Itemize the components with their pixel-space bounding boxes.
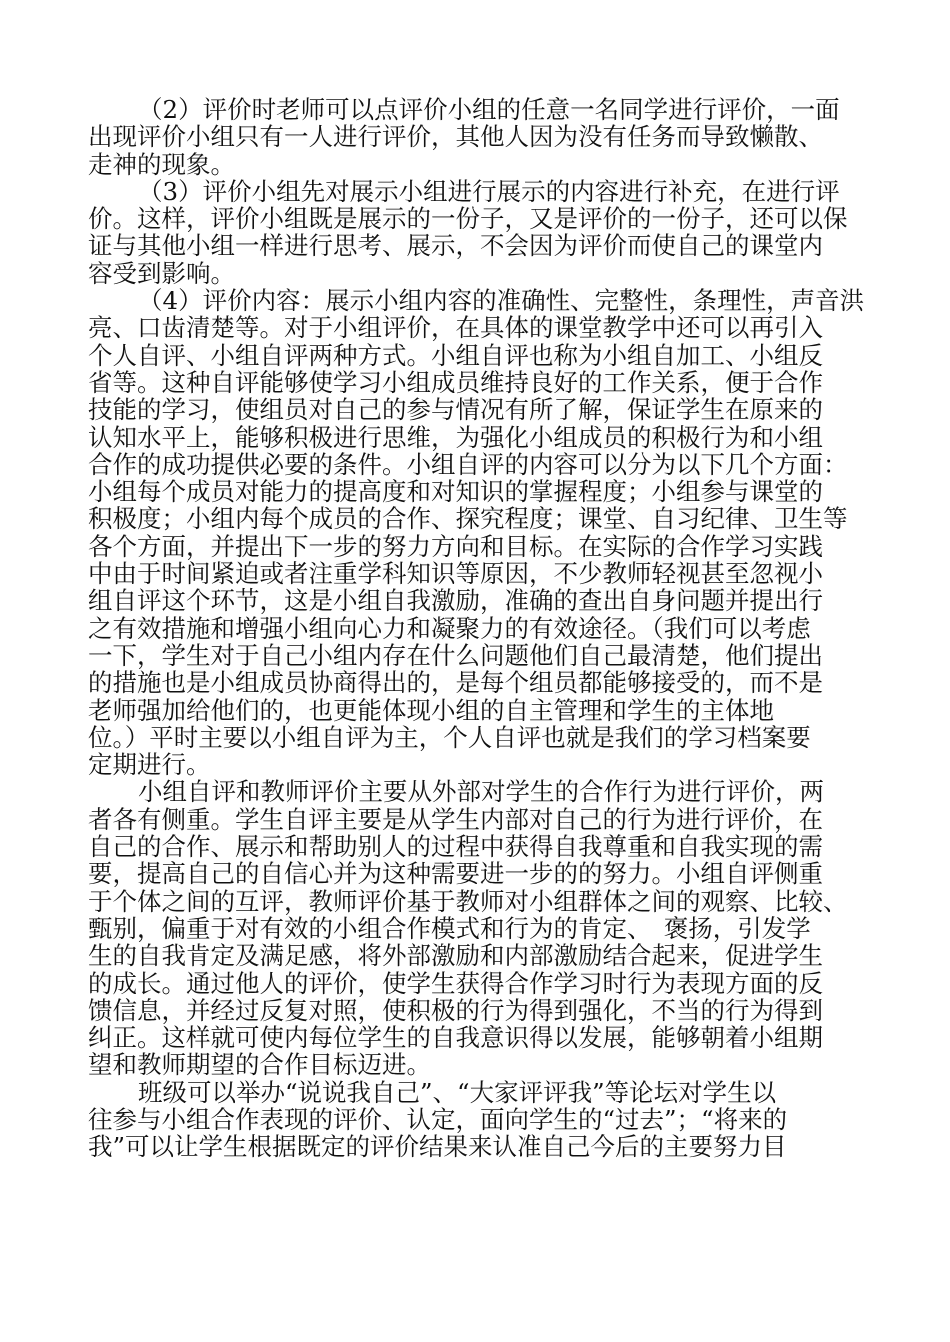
paragraph-5-line-8: 的成长。通过他人的评价，使学生获得合作学习时行为表现方面的反: [88, 968, 823, 998]
paragraph-5-line-4: 要，提高自己的自信心并为这种需要进一步的的努力。小组自评侧重: [88, 859, 823, 889]
paragraph-5-line-5: 于个体之间的互评，教师评价基于教师对小组群体之间的观察、比较、: [88, 886, 848, 916]
paragraph-6-line-3: 我”可以让学生根据既定的评价结果来认准自己今后的主要努力目: [88, 1132, 787, 1162]
paragraph-4-line-5: 技能的学习，使组员对自己的参与情况有所了解，保证学生在原来的: [88, 395, 823, 425]
paragraph-5-line-11: 望和教师期望的合作目标迈进。: [88, 1050, 431, 1080]
paragraph-5-line-7: 生的自我肯定及满足感，将外部激励和内部激励结合起来，促进学生: [88, 941, 823, 971]
paragraph-4-line-3: 个人自评、小组自评两种方式。小组自评也称为小组自加工、小组反: [88, 340, 823, 370]
paragraph-5-line-2: 者各有侧重。学生自评主要是从学生内部对自己的行为进行评价，在: [88, 804, 823, 834]
paragraph-4-line-12: 组自评这个环节，这是小组自我激励，准确的查出自身问题并提出行: [88, 586, 823, 616]
paragraph-4-line-10: 各个方面，并提出下一步的努力方向和目标。在实际的合作学习实践: [88, 531, 823, 561]
paragraph-3-line-3: 证与其他小组一样进行思考、展示，不会因为评价而使自己的课堂内: [88, 231, 823, 261]
document-body: [88, 96, 864, 1161]
paragraph-4-line-15: 的措施也是小组成员协商得出的，是每个组员都能够接受的，而不是: [88, 668, 823, 698]
paragraph-5-line-3: 自己的合作、展示和帮助别人的过程中获得自我尊重和自我实现的需: [88, 832, 823, 862]
paragraph-4-line-8: 小组每个成员对能力的提高度和对知识的掌握程度；小组参与课堂的: [88, 477, 823, 507]
paragraph-4-line-18: 定期进行。: [88, 750, 211, 780]
paragraph-4-line-4: 省等。这种自评能够使学习小组成员维持良好的工作关系，便于合作: [88, 367, 823, 397]
paragraph-4-line-2: 亮、口齿清楚等。对于小组评价，在具体的课堂教学中还可以再引入: [88, 313, 823, 343]
paragraph-6-line-1: 班级可以举办“说说我自己”、“大家评评我”等论坛对学生以: [138, 1077, 777, 1107]
paragraph-3-line-2: 价。这样，评价小组既是展示的一份子，又是评价的一份子，还可以保: [88, 204, 848, 234]
paragraph-4-line-13: 之有效措施和增强小组向心力和凝聚力的有效途径。（我们可以考虑: [88, 613, 811, 643]
paragraph-3-line-4: 容受到影响。: [88, 258, 235, 288]
paragraph-4-line-6: 认知水平上，能够积极进行思维，为强化小组成员的积极行为和小组: [88, 422, 823, 452]
paragraph-5-line-9: 馈信息，并经过反复对照，使积极的行为得到强化，不当的行为得到: [88, 995, 823, 1025]
paragraph-2-line-2: 出现评价小组只有一人进行评价，其他人因为没有任务而导致懒散、: [88, 122, 823, 152]
paragraph-6-line-2: 往参与小组合作表现的评价、认定，面向学生的“过去”；“将来的: [88, 1104, 788, 1134]
paragraph-4-line-9: 积极度；小组内每个成员的合作、探究程度；课堂、自习纪律、卫生等: [88, 504, 848, 534]
paragraph-4-line-1: （4）评价内容：展示小组内容的准确性、完整性，条理性，声音洪: [138, 286, 865, 316]
paragraph-5-line-6: 甄别，偏重于对有效的小组合作模式和行为的肯定、 褒扬，引发学: [88, 913, 811, 943]
paragraph-4-line-11: 中由于时间紧迫或者注重学科知识等原因，不少教师轻视甚至忽视小: [88, 559, 823, 589]
paragraph-5-line-1: 小组自评和教师评价主要从外部对学生的合作行为进行评价，两: [138, 777, 824, 807]
paragraph-3-line-1: （3）评价小组先对展示小组进行展示的内容进行补充，在进行评: [138, 176, 840, 206]
paragraph-4-line-16: 老师强加给他们的，也更能体现小组的自主管理和学生的主体地: [88, 695, 774, 725]
paragraph-4-line-17: 位。）平时主要以小组自评为主，个人自评也就是我们的学习档案要: [88, 722, 811, 752]
paragraph-2-line-1: （2）评价时老师可以点评价小组的任意一名同学进行评价，一面: [138, 95, 840, 124]
paragraph-4-line-14: 一下，学生对于自己小组内存在什么问题他们自己最清楚，他们提出: [88, 640, 823, 670]
paragraph-4-line-7: 合作的成功提供必要的条件。小组自评的内容可以分为以下几个方面：: [88, 449, 848, 479]
paragraph-5-line-10: 纠正。这样就可使内每位学生的自我意识得以发展，能够朝着小组期: [88, 1023, 823, 1053]
paragraph-2-line-3: 走神的现象。: [88, 149, 235, 179]
